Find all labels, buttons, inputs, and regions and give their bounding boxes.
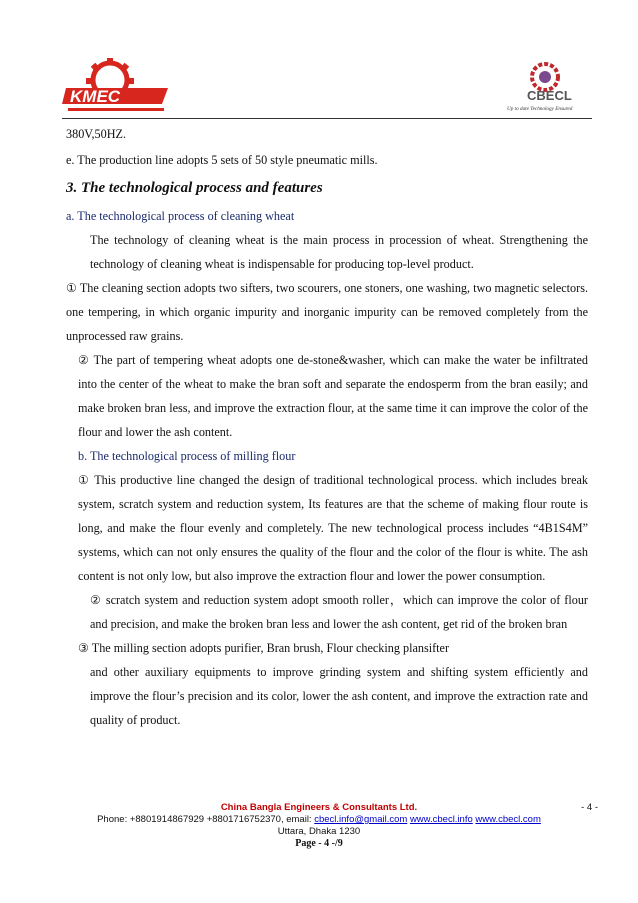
cbecl-logo-text: CBECL xyxy=(527,88,572,103)
cbecl-tagline: Up to date Technology Ensured xyxy=(507,106,573,112)
footer-phone: Phone: +8801914867929 +8801716752370, email: xyxy=(97,814,315,825)
subheading-cleaning: a. The technological process of cleaning wheat xyxy=(66,209,295,223)
page-header xyxy=(0,0,638,120)
paragraph-cleaning-2: ② The part of tempering wheat adopts one de-stone&washer, which can make the water be infiltrated into the center of the wheat to make the bran soft and separate the endosperm from the bran easily; and make broken bran less, and improve the extraction flour, at the same time it can improve the color of the flour and lower the ash content. xyxy=(78,353,588,439)
paragraph-cleaning-intro: The technology of cleaning wheat is the main process in procession of wheat. Strengthening the technology of cleaning wheat is indispensable for producing top-level product. xyxy=(90,233,588,271)
footer-site-link-1[interactable]: www.cbecl.info xyxy=(409,814,473,825)
footer-page-number: Page - 4 -/9 xyxy=(295,838,343,849)
kmec-logo-text: KMEC xyxy=(70,87,121,106)
footer-email-link[interactable]: cbecl.info@gmail.com xyxy=(314,814,408,825)
paragraph-cleaning-1: ① The cleaning section adopts two sifters, two scourers, one stoners, one washing, two magnetic selectors. one tempering, in which organic impurity and inorganic impurity can be removed completely from the unprocessed raw grains. xyxy=(66,281,588,343)
paragraph-milling-1: ① This productive line changed the design of traditional technological process. which includes break system, scratch system and reduction system, Its features are that the scheme of making flour route is long, and make the flour evenly and completely. The new technological process includes “4B1S4M” systems, which can not only ensures the quality of the flour and the color of the flour is white. The ash content is not only low, but also improve the extraction flour and lower the power consumption. xyxy=(78,473,588,583)
subheading-milling: b. The technological process of milling flour xyxy=(78,449,296,463)
footer-contact xyxy=(0,814,638,826)
paragraph-milling-2: ② scratch system and reduction system adopt smooth roller，which can improve the color of flour and precision, and make the broken bran less and lower the ash content, get rid of the broken bran xyxy=(90,593,588,631)
header-rule xyxy=(62,118,592,119)
paragraph-milling-3-lead: ③ The milling section adopts purifier, Bran brush, Flour checking plansifter xyxy=(78,641,450,655)
paragraph-milling-3-rest: and other auxiliary equipments to improve grinding system and shifting system efficiently and improve the flour’s precision and its color, lower the ash content, and improve the extraction rate and quality of product. xyxy=(90,665,588,727)
kmec-logo xyxy=(62,58,172,116)
footer-company: China Bangla Engineers & Consultants Ltd. xyxy=(220,802,418,813)
production-line-item-e: e. The production line adopts 5 sets of 50 style pneumatic mills. xyxy=(66,153,378,167)
footer-site-link-2[interactable]: www.cbecl.com xyxy=(475,814,541,825)
footer-address: Uttara, Dhaka 1230 xyxy=(277,826,361,837)
section-heading: 3. The technological process and features xyxy=(66,180,323,196)
document-body xyxy=(66,122,588,732)
page-number-right: - 4 - xyxy=(581,802,598,813)
voltage-line: 380V,50HZ. xyxy=(66,127,127,141)
cbecl-logo xyxy=(505,60,605,112)
page-footer xyxy=(0,802,638,850)
